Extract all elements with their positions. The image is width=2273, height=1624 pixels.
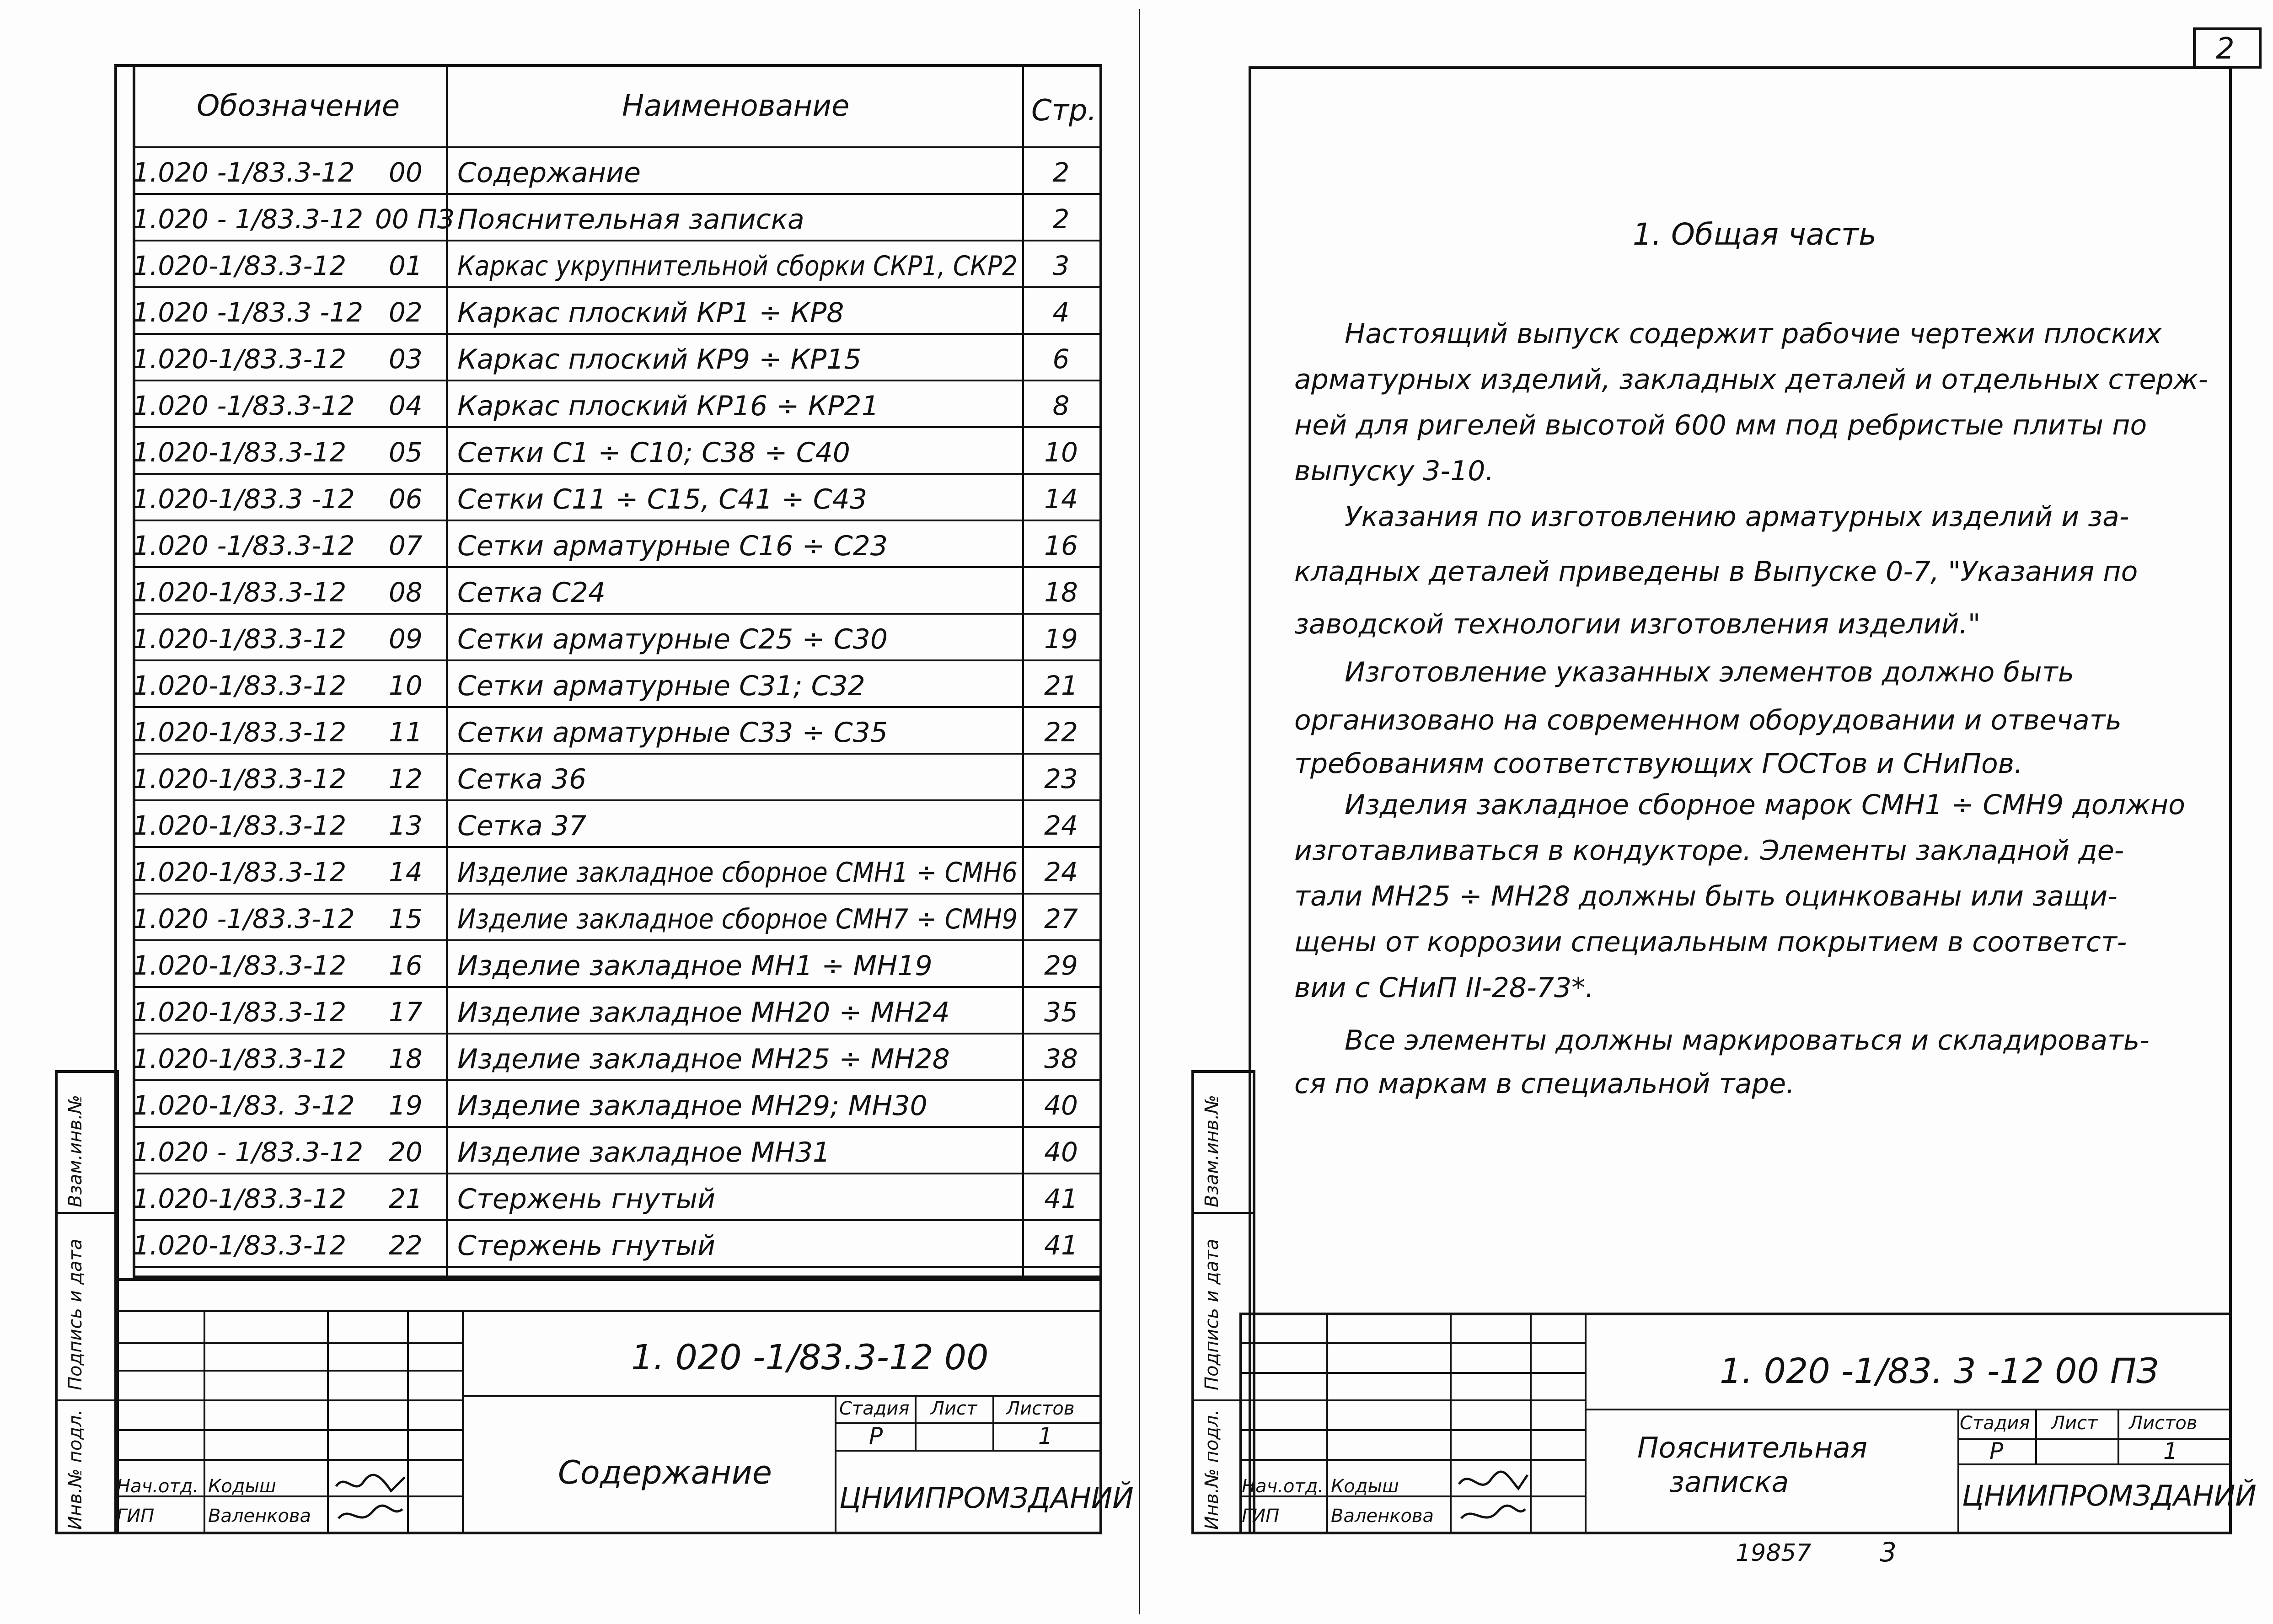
body-line-12: изготавливаться в кондукторе. Элементы закладной де-	[1294, 835, 2124, 867]
left-stage-header: Стадия	[839, 1398, 910, 1419]
row-separator	[133, 893, 1102, 895]
row-page: 4	[1052, 297, 1070, 328]
row-num: 14	[389, 857, 423, 888]
row-name: Изделие закладное МН20 ÷ МН24	[457, 997, 950, 1029]
left-person1: Кодыш	[208, 1476, 276, 1497]
right-side-label-replace: Взам.инв.№	[1201, 1094, 1222, 1207]
side-label-inv: Инв.№ подл.	[65, 1409, 86, 1530]
row-num: 22	[389, 1230, 423, 1261]
row-num: 00 ПЗ	[375, 204, 455, 235]
row-num: 08	[389, 577, 423, 608]
body-line-16: Все элементы должны маркироваться и складировать-	[1345, 1024, 2150, 1056]
row-separator	[133, 1266, 1102, 1268]
right-sheet	[1139, 0, 2273, 1624]
row-separator	[133, 566, 1102, 568]
row-num: 16	[389, 950, 423, 981]
body-line-13: тали МН25 ÷ МН28 должны быть оцинкованы или защи-	[1294, 880, 2118, 912]
row-page: 16	[1044, 530, 1078, 561]
body-line-11: Изделия закладное сборное марок СМН1 ÷ СМН9 должно	[1345, 789, 2185, 821]
row-code: 1.020 -1/83.3-12	[133, 530, 355, 561]
row-page: 19	[1044, 623, 1078, 654]
footer-number: 19857	[1736, 1539, 1812, 1567]
row-page: 22	[1044, 717, 1078, 748]
left-sheet-header: Лист	[931, 1398, 977, 1419]
body-line-17: ся по маркам в специальной таре.	[1294, 1068, 1795, 1100]
right-signature-icon	[1454, 1463, 1532, 1532]
row-name: Каркас плоский КР16 ÷ КР21	[457, 390, 879, 422]
row-separator	[133, 473, 1102, 475]
header-page: Стр.	[1031, 94, 1097, 128]
row-name: Сетки арматурные С33 ÷ С35	[457, 717, 888, 749]
row-code: 1.020-1/83.3-12	[133, 670, 347, 701]
row-name: Каркас укрупнительной сборки СКР1, СКР2	[457, 250, 1018, 282]
row-name: Пояснительная записка	[457, 204, 804, 236]
row-code: 1.020-1/83.3-12	[133, 437, 347, 468]
row-num: 06	[389, 483, 423, 515]
row-num: 03	[389, 343, 423, 375]
right-role2: ГИП	[1242, 1506, 1280, 1527]
side-label-replace: Взам.инв.№	[65, 1094, 86, 1207]
header-name: Наименование	[622, 89, 850, 123]
row-code: 1.020-1/83.3-12	[133, 810, 347, 841]
row-page: 41	[1044, 1183, 1078, 1214]
row-page: 40	[1044, 1136, 1078, 1168]
row-page: 41	[1044, 1230, 1078, 1261]
row-name: Изделие закладное сборное СМН7 ÷ СМН9	[457, 903, 1018, 935]
row-num: 13	[389, 810, 423, 841]
row-separator	[133, 1079, 1102, 1081]
row-num: 07	[389, 530, 423, 561]
row-separator	[133, 1173, 1102, 1174]
row-name: Сетка 36	[457, 763, 587, 795]
body-line-3: ней для ригелей высотой 600 мм под ребристые плиты по	[1294, 409, 2147, 441]
row-name: Стержень гнутый	[457, 1183, 716, 1215]
row-name: Сетки арматурные С25 ÷ С30	[457, 623, 888, 655]
row-separator	[133, 380, 1102, 381]
left-role2: ГИП	[117, 1506, 155, 1527]
row-code: 1.020-1/83.3-12	[133, 343, 347, 375]
side-label-sign: Подпись и дата	[65, 1238, 86, 1390]
body-line-5: Указания по изготовлению арматурных изделий и за-	[1345, 501, 2129, 533]
row-num: 10	[389, 670, 423, 701]
row-page: 8	[1052, 390, 1070, 421]
body-line-15: вии с СНиП II-28-73*.	[1294, 972, 1594, 1004]
row-separator	[133, 986, 1102, 988]
row-separator	[133, 240, 1102, 241]
row-name: Сетки арматурные С16 ÷ С23	[457, 530, 888, 562]
row-code: 1.020-1/83.3-12	[133, 857, 347, 888]
row-num: 18	[389, 1043, 423, 1074]
left-person2: Валенкова	[208, 1506, 311, 1527]
row-num: 02	[389, 297, 423, 328]
row-num: 17	[389, 997, 423, 1028]
row-code: 1.020-1/83.3-12	[133, 623, 347, 654]
left-stage-value: Р	[869, 1423, 883, 1449]
row-name: Изделие закладное МН25 ÷ МН28	[457, 1043, 950, 1075]
body-line-4: выпуску 3-10.	[1294, 455, 1494, 487]
row-code: 1.020 - 1/83.3-12	[133, 1136, 364, 1168]
body-line-8: Изготовление указанных элементов должно быть	[1345, 656, 2075, 688]
row-code: 1.020 -1/83.3-12	[133, 903, 355, 934]
row-code: 1.020-1/83.3-12	[133, 997, 347, 1028]
row-page: 35	[1044, 997, 1078, 1028]
row-code: 1.020-1/83.3-12	[133, 1230, 347, 1261]
row-num: 21	[389, 1183, 423, 1214]
row-separator	[133, 333, 1102, 335]
left-sheets-value: 1	[1038, 1423, 1053, 1449]
left-org: ЦНИИПРОМЗДАНИЙ	[839, 1481, 1134, 1515]
row-num: 15	[389, 903, 423, 934]
row-page: 6	[1052, 343, 1070, 375]
row-page: 21	[1044, 670, 1078, 701]
row-page: 2	[1052, 204, 1070, 235]
row-code: 1.020-1/83.3-12	[133, 717, 347, 748]
row-num: 12	[389, 763, 423, 794]
right-stamp-title-2: записка	[1669, 1465, 1789, 1499]
section-heading: 1. Общая часть	[1633, 217, 1876, 252]
row-name: Сетки С1 ÷ С10; С38 ÷ С40	[457, 437, 850, 469]
right-stamp-title-1: Пояснительная	[1637, 1431, 1868, 1464]
right-stage-value: Р	[1989, 1438, 2004, 1464]
row-code: 1.020 -1/83.3 -12	[133, 297, 364, 328]
row-name: Сетки С11 ÷ С15, С41 ÷ С43	[457, 483, 868, 515]
row-num: 00	[389, 157, 423, 188]
left-sheets-header: Листов	[1006, 1398, 1075, 1419]
body-line-9: организовано на современном оборудовании и отвечать	[1294, 704, 2122, 736]
left-stamp-title: Содержание	[558, 1454, 772, 1491]
right-side-label-inv: Инв.№ подл.	[1201, 1409, 1222, 1530]
row-code: 1.020-1/83.3-12	[133, 1183, 347, 1214]
left-stamp-code: 1. 020 -1/83.3-12 00	[631, 1337, 989, 1377]
body-line-14: щены от коррозии специальным покрытием в соответст-	[1294, 926, 2127, 958]
row-code: 1.020-1/83.3-12	[133, 763, 347, 794]
row-name: Каркас плоский КР9 ÷ КР15	[457, 343, 862, 375]
row-code: 1.020 -1/83.3-12	[133, 157, 355, 188]
row-page: 18	[1044, 577, 1078, 608]
right-side-label-sign: Подпись и дата	[1201, 1238, 1222, 1390]
right-sheet-header: Лист	[2051, 1413, 2098, 1434]
row-separator	[133, 1126, 1102, 1128]
row-name: Изделие закладное МН1 ÷ МН19	[457, 950, 933, 982]
body-line-10: требованиям соответствующих ГОСТов и СНиПов.	[1294, 748, 2023, 780]
row-num: 20	[389, 1136, 423, 1168]
row-separator	[133, 1219, 1102, 1221]
row-separator	[133, 1033, 1102, 1034]
right-stage-header: Стадия	[1960, 1413, 2030, 1434]
row-name: Содержание	[457, 157, 641, 189]
row-num: 05	[389, 437, 423, 468]
row-code: 1.020-1/83.3 -12	[133, 483, 355, 515]
row-name: Изделие закладное МН29; МН30	[457, 1090, 927, 1122]
row-code: 1.020-1/83.3-12	[133, 950, 347, 981]
row-separator	[133, 286, 1102, 288]
row-name: Сетки арматурные С31; С32	[457, 670, 865, 702]
body-line-6: кладных деталей приведены в Выпуске 0-7, "Указания по	[1294, 556, 2138, 588]
row-num: 01	[389, 250, 423, 281]
row-separator	[133, 799, 1102, 801]
row-page: 29	[1044, 950, 1078, 981]
row-separator	[133, 753, 1102, 755]
row-name: Стержень гнутый	[457, 1230, 716, 1262]
row-separator	[133, 193, 1102, 195]
right-stamp-code: 1. 020 -1/83. 3 -12 00 ПЗ	[1720, 1351, 2159, 1391]
row-code: 1.020-1/83.3-12	[133, 1043, 347, 1074]
row-code: 1.020-1/83.3-12	[133, 250, 347, 281]
row-page: 10	[1044, 437, 1078, 468]
left-side-strip	[55, 1070, 119, 1534]
row-page: 23	[1044, 763, 1078, 794]
right-sheets-header: Листов	[2129, 1413, 2198, 1434]
row-separator	[133, 520, 1102, 521]
row-page: 3	[1052, 250, 1070, 281]
row-code: 1.020-1/83.3-12	[133, 577, 347, 608]
row-name: Сетка 37	[457, 810, 587, 842]
row-code: 1.020-1/83. 3-12	[133, 1090, 355, 1121]
row-num: 09	[389, 623, 423, 654]
header-designation: Обозначение	[197, 89, 400, 123]
right-role1: Нач.отд.	[1242, 1476, 1324, 1497]
body-line-1: Настоящий выпуск содержит рабочие чертежи плоских	[1345, 318, 2162, 350]
row-page: 2	[1052, 157, 1070, 188]
row-num: 11	[389, 717, 423, 748]
page-number: 2	[2216, 32, 2235, 66]
row-num: 19	[389, 1090, 423, 1121]
row-separator	[133, 706, 1102, 708]
row-page: 24	[1044, 857, 1078, 888]
row-code: 1.020 - 1/83.3-12	[133, 204, 364, 235]
right-person1: Кодыш	[1331, 1476, 1399, 1497]
row-name: Изделие закладное сборное СМН1 ÷ СМН6	[457, 857, 1018, 889]
row-separator	[133, 939, 1102, 941]
row-page: 14	[1044, 483, 1078, 515]
row-page: 27	[1044, 903, 1078, 934]
row-separator	[133, 426, 1102, 428]
right-org: ЦНИИПРОМЗДАНИЙ	[1962, 1479, 2257, 1512]
left-role1: Нач.отд.	[117, 1476, 199, 1497]
footer-page: 3	[1880, 1537, 1897, 1568]
row-page: 24	[1044, 810, 1078, 841]
row-code: 1.020 -1/83.3-12	[133, 390, 355, 421]
row-num: 04	[389, 390, 423, 421]
right-person2: Валенкова	[1331, 1506, 1434, 1527]
body-line-2: арматурных изделий, закладных деталей и отдельных стерж-	[1294, 364, 2209, 396]
row-separator	[133, 846, 1102, 848]
row-name: Каркас плоский КР1 ÷ КР8	[457, 297, 844, 329]
row-separator	[133, 659, 1102, 661]
left-signature-icon	[332, 1468, 409, 1532]
body-line-7: заводской технологии изготовления изделий."	[1294, 608, 1981, 640]
row-page: 40	[1044, 1090, 1078, 1121]
row-name: Изделие закладное МН31	[457, 1136, 831, 1168]
row-name: Сетка С24	[457, 577, 606, 609]
right-sheets-value: 1	[2163, 1438, 2178, 1464]
row-separator	[133, 613, 1102, 615]
row-page: 38	[1044, 1043, 1078, 1074]
